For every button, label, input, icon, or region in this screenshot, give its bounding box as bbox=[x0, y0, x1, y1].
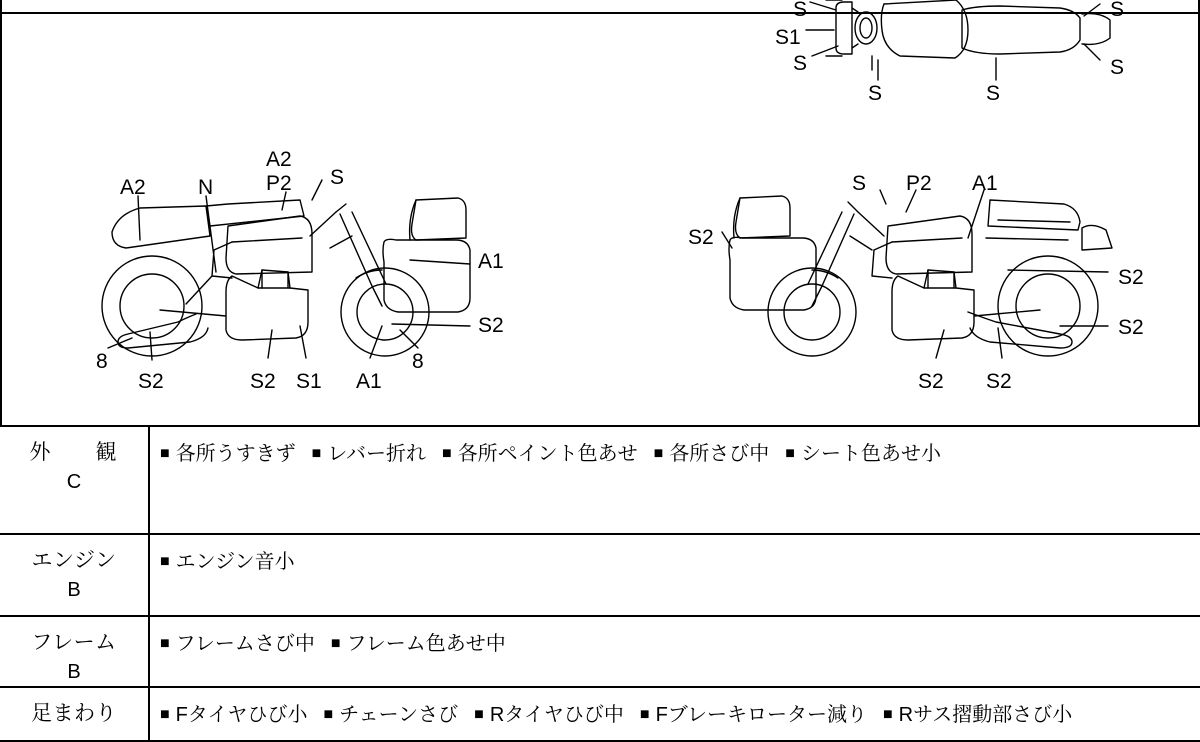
diagram-label: A2 bbox=[266, 148, 292, 171]
table-row bbox=[0, 534, 1200, 616]
diagram-label: S2 bbox=[986, 370, 1012, 393]
category-grade: C bbox=[66, 471, 82, 494]
diagram-label: 8 bbox=[412, 350, 424, 373]
diagram-label: S2 bbox=[138, 370, 164, 393]
condition-item-label: フレーム色あせ中 bbox=[346, 633, 506, 655]
category-cell-appearance bbox=[0, 426, 149, 534]
diagram-label: S bbox=[330, 166, 345, 189]
condition-item-label: エンジン音小 bbox=[175, 551, 295, 573]
diagram-label: S2 bbox=[918, 370, 944, 393]
diagram-label: P2 bbox=[266, 172, 292, 195]
diagram-label: S2 bbox=[478, 314, 504, 337]
bullet-icon: ■ bbox=[323, 706, 334, 724]
diagram-label: S bbox=[793, 52, 808, 75]
bullet-icon: ■ bbox=[785, 445, 795, 462]
condition-item-label: 各所うすきず bbox=[175, 443, 296, 465]
bullet-icon: ■ bbox=[441, 445, 452, 462]
category-grade: B bbox=[67, 579, 81, 602]
left-side-view-drawing bbox=[102, 180, 470, 360]
diagram-label: 8 bbox=[96, 350, 108, 373]
diagram-label: S bbox=[1110, 0, 1125, 21]
diagram-label: P2 bbox=[906, 172, 932, 195]
bullet-icon: ■ bbox=[474, 706, 484, 724]
condition-item-label: フレームさび中 bbox=[175, 633, 315, 655]
condition-item bbox=[312, 439, 426, 469]
condition-item bbox=[324, 700, 459, 730]
category-cell-chassis bbox=[0, 687, 149, 741]
category-label: 外 観 bbox=[29, 441, 129, 464]
diagram-label: S bbox=[868, 82, 883, 105]
condition-item bbox=[160, 547, 295, 577]
category-cell-frame bbox=[0, 616, 149, 687]
condition-item bbox=[785, 439, 941, 469]
diagram-label: S bbox=[852, 172, 867, 195]
diagram-label: S bbox=[986, 82, 1001, 105]
condition-item-label: Rサス摺動部さび小 bbox=[898, 704, 1073, 727]
bullet-icon: ■ bbox=[882, 706, 893, 724]
table-row bbox=[0, 687, 1200, 741]
category-label: フレーム bbox=[31, 631, 117, 654]
category-label: エンジン bbox=[31, 549, 117, 572]
condition-item-label: Fタイヤひび小 bbox=[175, 704, 308, 727]
condition-item-label: Rタイヤひび中 bbox=[489, 704, 624, 727]
condition-item-label: レバー折れ bbox=[327, 443, 426, 465]
diagram-label: S2 bbox=[1118, 266, 1144, 289]
diagram-label: N bbox=[198, 176, 214, 199]
condition-item bbox=[442, 439, 638, 469]
category-label: 足まわり bbox=[31, 702, 117, 726]
bullet-icon: ■ bbox=[311, 445, 322, 462]
diagram-label: S2 bbox=[250, 370, 276, 393]
bullet-icon: ■ bbox=[653, 445, 664, 462]
bullet-icon: ■ bbox=[160, 635, 170, 652]
condition-item bbox=[160, 439, 296, 469]
condition-item bbox=[160, 700, 308, 730]
right-side-view-drawing bbox=[722, 190, 1112, 358]
top-view-drawing bbox=[806, 0, 1110, 80]
table-row bbox=[0, 426, 1200, 534]
diagram-label: A1 bbox=[972, 172, 998, 195]
items-cell-frame bbox=[149, 616, 1200, 687]
diagram-label: S bbox=[793, 0, 808, 21]
diagram-label: S1 bbox=[296, 370, 322, 393]
condition-item bbox=[160, 629, 315, 659]
condition-item-label: 各所ペイント色あせ bbox=[457, 443, 638, 465]
items-cell-engine bbox=[149, 534, 1200, 616]
diagram-label: A1 bbox=[356, 370, 382, 393]
category-grade: B bbox=[67, 661, 81, 684]
diagram-label: S1 bbox=[775, 26, 801, 49]
bullet-icon: ■ bbox=[330, 635, 341, 652]
table-row bbox=[0, 616, 1200, 687]
category-cell-engine bbox=[0, 534, 149, 616]
diagram-label: A1 bbox=[478, 250, 504, 273]
condition-item bbox=[640, 700, 867, 730]
condition-table bbox=[0, 425, 1200, 742]
diagram-label: A2 bbox=[120, 176, 146, 199]
condition-item bbox=[331, 629, 506, 659]
condition-item bbox=[474, 700, 624, 730]
bullet-icon: ■ bbox=[160, 706, 170, 724]
condition-item-label: Fブレーキローター減り bbox=[655, 704, 867, 727]
condition-item-label: チェーンさび bbox=[339, 704, 459, 727]
diagram-label: S bbox=[1110, 56, 1125, 79]
items-cell-appearance bbox=[149, 426, 1200, 534]
items-cell-chassis bbox=[149, 687, 1200, 741]
diagram-label: S2 bbox=[1118, 316, 1144, 339]
condition-item bbox=[654, 439, 770, 469]
bullet-icon: ■ bbox=[639, 706, 650, 724]
bullet-icon: ■ bbox=[160, 553, 170, 570]
condition-item-label: 各所さび中 bbox=[669, 443, 770, 465]
bullet-icon: ■ bbox=[160, 445, 170, 462]
condition-item bbox=[883, 700, 1072, 730]
diagram-label: S2 bbox=[688, 226, 714, 249]
condition-item-label: シート色あせ小 bbox=[800, 443, 941, 465]
